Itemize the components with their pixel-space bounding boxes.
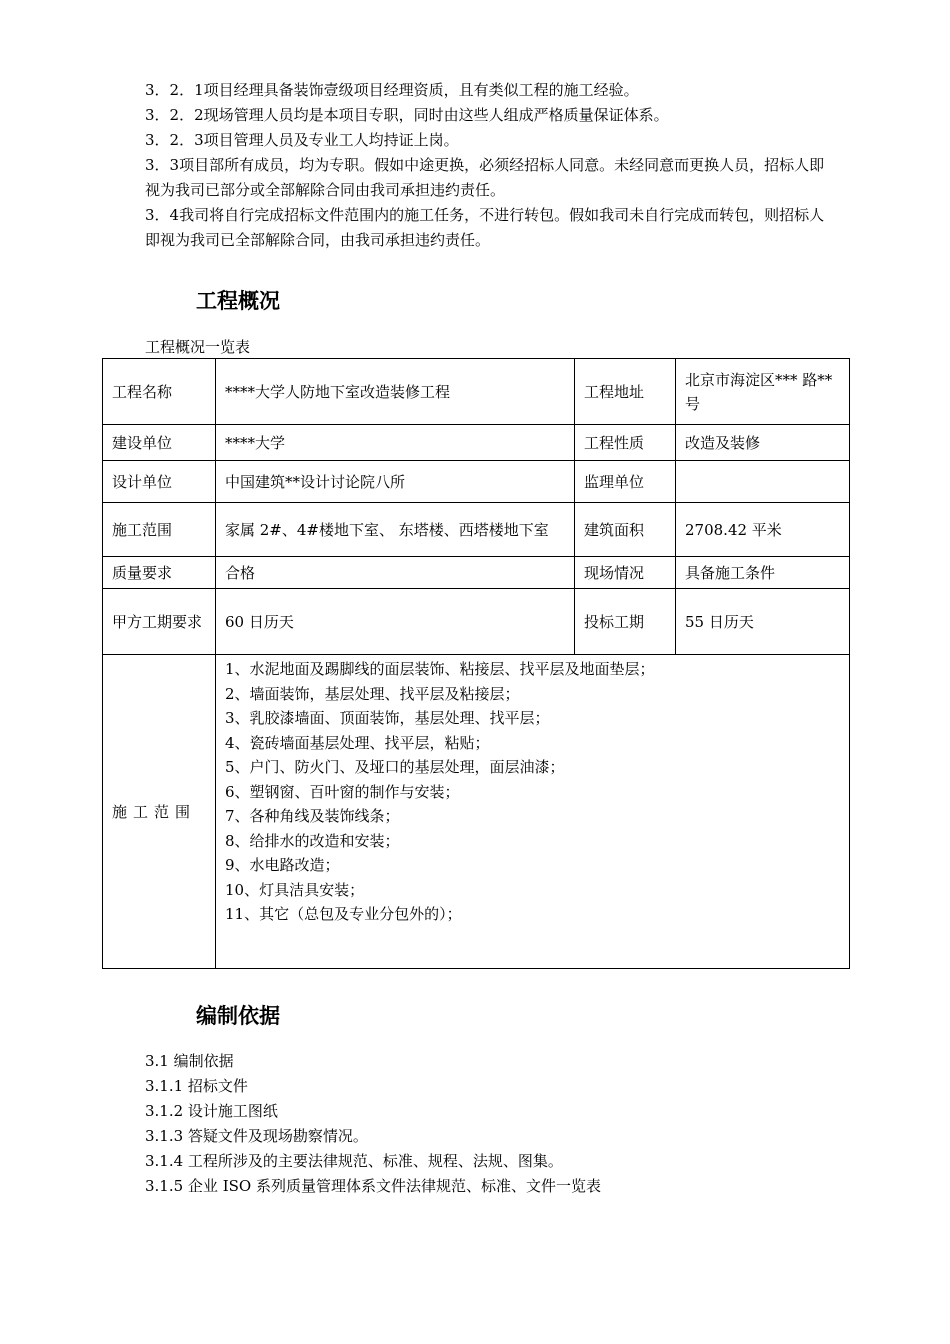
intro-paragraph: 3．4我司将自行完成招标文件范围内的施工任务，不进行转包。假如我司未自行完成而转包，则招标人即视为我司已全部解除合同，由我司承担违约责任。 [145, 206, 825, 249]
cell-value [676, 461, 850, 503]
list-item: 3.1.5 企业 ISO 系列质量管理体系文件法律规范、标准、文件一览表 [145, 1177, 601, 1195]
cell-value: 改造及装修 [676, 425, 850, 461]
list-item: 10、灯具洁具安装； [225, 880, 365, 899]
cell-label: 投标工期 [575, 589, 676, 655]
list-item: 3.1.3 答疑文件及现场勘察情况。 [145, 1127, 368, 1145]
list-item: 4、瓷砖墙面基层处理、找平层，粘贴； [225, 733, 490, 752]
cell-label: 建筑面积 [575, 503, 676, 557]
list-item: 3、乳胶漆墙面、顶面装饰，基层处理、找平层； [225, 709, 550, 727]
intro-section [145, 78, 825, 253]
intro-paragraph: 3．2．1项目经理具备装饰壹级项目经理资质，且有类似工程的施工经验。 [145, 81, 639, 99]
cell-value: 60 日历天 [216, 589, 575, 655]
cell-label: 施工范围 [103, 503, 216, 557]
list-item: 5、户门、防火门、及垭口的基层处理，面层油漆； [225, 758, 565, 776]
table-row [103, 557, 850, 589]
intro-paragraph: 3．3项目部所有成员，均为专职。假如中途更换，必须经招标人同意。未经同意而更换人员，招标人即视为我司已部分或全部解除合同由我司承担违约责任。 [145, 156, 825, 199]
cell-value: 具备施工条件 [676, 557, 850, 589]
list-item: 7、各种角线及装饰线条； [225, 807, 400, 825]
cell-label: 监理单位 [575, 461, 676, 503]
cell-label: 工程地址 [575, 359, 676, 425]
cell-label: 工程性质 [575, 425, 676, 461]
list-item: 3.1.2 设计施工图纸 [145, 1102, 278, 1120]
table-caption: 工程概况一览表 [145, 338, 251, 356]
list-item: 2、墙面装饰，基层处理、找平层及粘接层； [225, 684, 520, 703]
cell-label: 甲方工期要求 [103, 589, 216, 655]
list-item: 1、水泥地面及踢脚线的面层装饰、粘接层、找平层及地面垫层； [225, 660, 655, 678]
cell-value: 北京市海淀区*** 路**号 [676, 359, 850, 425]
cell-value: 55 日历天 [676, 589, 850, 655]
table-row [103, 655, 850, 969]
cell-value: ****大学 [216, 425, 575, 461]
table-row [103, 503, 850, 557]
table-row [103, 589, 850, 655]
cell-value: 中国建筑**设计讨论院八所 [216, 461, 575, 503]
cell-label: 质量要求 [103, 557, 216, 589]
section-heading-basis: 编制依据 [196, 1004, 280, 1028]
table-row [103, 425, 850, 461]
list-item: 11、其它（总包及专业分包外的）； [225, 905, 462, 923]
list-item: 6、塑钢窗、百叶窗的制作与安装； [225, 782, 460, 801]
table-row [103, 461, 850, 503]
table-row [103, 359, 850, 425]
cell-label: 施工范围 [103, 655, 216, 969]
overview-table [102, 358, 850, 969]
list-item: 3.1.1 招标文件 [145, 1077, 248, 1095]
cell-label: 建设单位 [103, 425, 216, 461]
list-item: 9、水电路改造； [225, 856, 340, 874]
intro-paragraph: 3．2．2现场管理人员均是本项目专职，同时由这些人组成严格质量保证体系。 [145, 106, 669, 124]
list-item: 3.1 编制依据 [145, 1052, 234, 1070]
section-heading-overview: 工程概况 [196, 289, 280, 313]
cell-value: ****大学人防地下室改造装修工程 [216, 359, 575, 425]
cell-value: 家属 2#、4#楼地下室、 东塔楼、西塔楼地下室 [216, 503, 575, 557]
intro-paragraph: 3．2．3项目管理人员及专业工人均持证上岗。 [145, 131, 459, 149]
basis-section [145, 1049, 825, 1199]
cell-label: 工程名称 [103, 359, 216, 425]
list-item: 8、给排水的改造和安装； [225, 831, 400, 850]
list-item: 3.1.4 工程所涉及的主要法律规范、标准、规程、法规、图集。 [145, 1152, 563, 1170]
cell-value: 合格 [216, 557, 575, 589]
cell-label: 现场情况 [575, 557, 676, 589]
cell-value: 2708.42 平米 [676, 503, 850, 557]
work-items-cell [216, 655, 850, 969]
cell-label: 设计单位 [103, 461, 216, 503]
